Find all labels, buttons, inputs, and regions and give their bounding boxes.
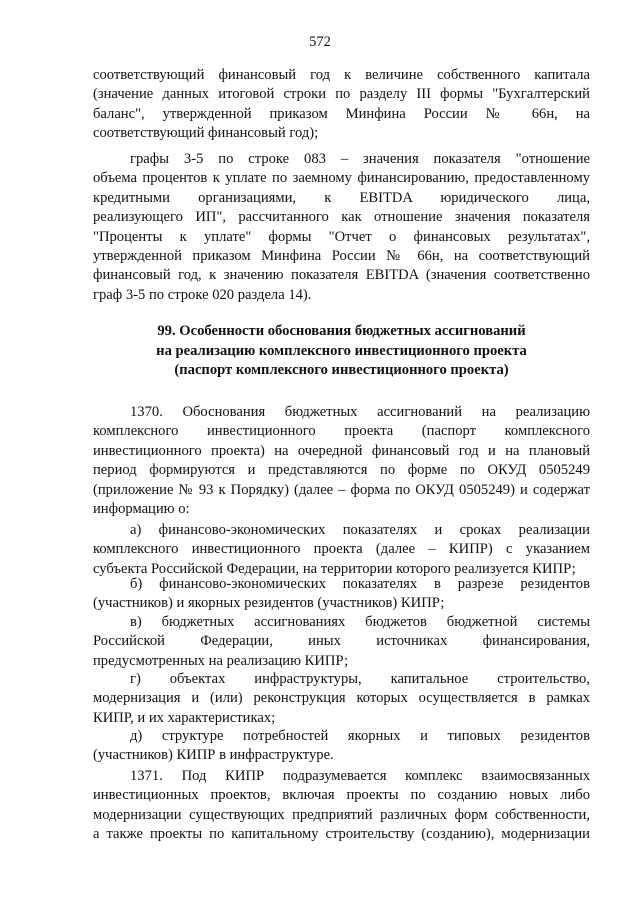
heading-line: 99. Особенности обоснования бюджетных ассигнований (157, 323, 526, 339)
text-line: объема процентов к уплате по заемному финансированию, предоставленному (93, 170, 590, 187)
list-item-d (93, 727, 590, 766)
text-line: соответствующий финансовый год); (93, 125, 319, 142)
text-line: г) объектах инфраструктуры, капитальное строительство, (130, 671, 590, 687)
text-line: КИПР, и их характеристиках; (93, 709, 276, 726)
text-line: (участников) и якорных резидентов (участников) КИПР; (93, 595, 445, 612)
text-line: а) финансово-экономических показателях и сроках реализации (130, 522, 590, 538)
text-line: Российской Федерации, иных источниках финансирования, (93, 633, 590, 650)
text-line: информацию о: (93, 500, 190, 517)
text-line: а также проекты по капитальному строительству (созданию), модернизации (93, 826, 590, 843)
list-item-b (93, 575, 590, 614)
text-line: баланс", утвержденной приказом Минфина России № 66н, на (93, 105, 590, 122)
text-line: в) бюджетных ассигнованиях бюджетов бюджетной системы (130, 614, 590, 630)
text-line: (участников) КИПР в инфраструктуре. (93, 747, 334, 764)
text-line: б) финансово-экономических показателях в разрезе резидентов (130, 576, 590, 592)
text-line: (приложение № 93 к Порядку) (далее – форма по ОКУД 0505249) и содержат (93, 481, 590, 498)
heading-line: (паспорт комплексного инвестиционного проекта) (174, 362, 509, 379)
text-line: реализующего ИП", рассчитанного как отношение значения показателя (93, 209, 590, 226)
text-line: инвестиционных проектов, включая проекты по созданию новых либо (93, 787, 590, 804)
paragraph-1370 (93, 403, 590, 519)
text-line: кредитными организациями, к EBITDA юридического лица, (93, 189, 590, 206)
paragraph-1371 (93, 767, 590, 845)
text-line: графы 3-5 по строке 083 – значения показателя "отношение (130, 151, 590, 167)
text-line: модернизация и (или) реконструкция которых осуществляется в рамках (93, 690, 590, 707)
text-line: комплексного инвестиционного проекта (паспорт комплексного (93, 423, 590, 440)
text-line: инвестиционного проекта) на очередной финансовый год и на плановый (93, 442, 590, 459)
heading-line: на реализацию комплексного инвестиционного проекта (156, 342, 527, 359)
text-line: финансовый год, к значению показателя EBITDA (значения соответственно (93, 267, 590, 284)
text-line: д) структуре потребностей якорных и типовых резидентов (130, 728, 590, 744)
text-line: утвержденной приказом Минфина России № 66н, на соответствующий (93, 247, 590, 264)
text-line: предусмотренных на реализацию КИПР; (93, 652, 349, 669)
list-item-g (93, 670, 590, 728)
text-line: "Проценты к уплате" формы "Отчет о финансовых результатах", (93, 228, 590, 245)
text-line: 1371. Под КИПР подразумевается комплекс взаимосвязанных (130, 768, 590, 784)
text-line: комплексного инвестиционного проекта (далее – КИПР) с указанием (93, 541, 590, 558)
list-item-v (93, 613, 590, 671)
text-line: 1370. Обоснования бюджетных ассигнований на реализацию (130, 404, 590, 420)
text-line: модернизации существующих предприятий различных форм собственности, (93, 806, 590, 823)
paragraph-columns-3-5 (93, 150, 590, 305)
text-line: (значение данных итоговой строки по разделу III формы "Бухгалтерский (93, 86, 590, 103)
page-number: 572 (309, 34, 331, 50)
paragraph-continuation (93, 66, 590, 144)
text-line: субъекта Российской Федерации, на территории которого реализуется КИПР; (93, 560, 576, 577)
text-line: соответствующий финансовый год к величине собственного капитала (93, 67, 590, 83)
text-line: граф 3-5 по строке 020 раздела 14). (93, 286, 312, 303)
list-item-a (93, 521, 590, 579)
text-line: период формируются и представляются по форме по ОКУД 0505249 (93, 462, 590, 479)
section-heading (93, 322, 590, 381)
